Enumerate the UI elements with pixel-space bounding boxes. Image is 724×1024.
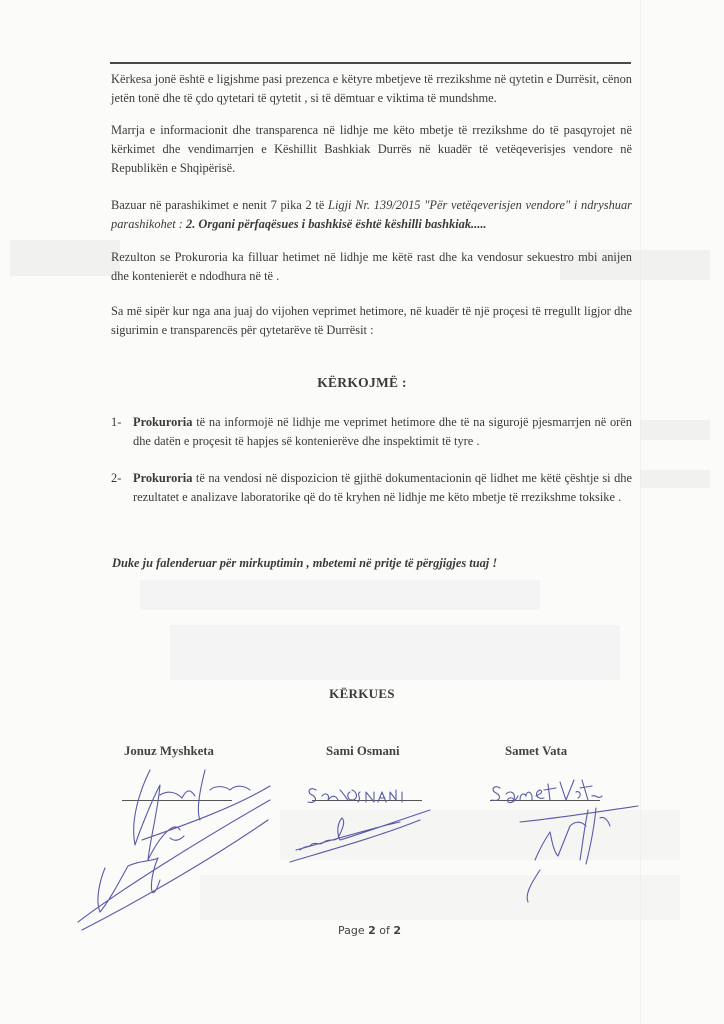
paragraph-prosecution-text: Rezulton se Prokuroria ka filluar hetimet në lidhje me këtë rast dhe ka vendosur sekuestro mbi anijen dhe kontenierët e ndodhura në të . <box>111 250 632 283</box>
paragraph-transparency-text: Marrja e informacionit dhe transparenca në lidhje me këto mbetje të rrezikshme do të pasqyrojet në kërkimet dhe vendimarrjen e Këshillit Bashkiak Durrës në kuadër të vetëqeverisjes vendore në Republikën e Shqipërisë. <box>111 123 632 175</box>
signature-line-3 <box>490 800 600 801</box>
paragraph-legitimacy <box>111 70 632 108</box>
request-item-2 <box>111 469 632 507</box>
signatories-heading: KËRKUES <box>329 686 395 701</box>
bleed-through-block <box>10 240 120 276</box>
requests-heading: KËRKOJMË : <box>317 375 407 390</box>
request-subject: Prokuroria <box>133 471 193 485</box>
bleed-through-block <box>170 625 620 680</box>
request-text: të na vendosi në dispozicion të gjithë dokumentacionin që lidhet me këtë çështje si dhe rezultatet e analizave laboratorike që do të kryhen në lidhje me këto mbetje të rrezikshme toksike . <box>133 471 632 504</box>
signer-name-2: Sami Osmani <box>326 744 400 758</box>
legal-basis-prefix: Bazuar në parashikimet e nenit 7 pika 2 të <box>111 198 329 212</box>
paragraph-prosecution <box>111 248 632 286</box>
paragraph-request-intro-text: Sa më sipër kur nga ana juaj do vijohen veprimet hetimore, në kuadër të një proçesi të rregullt ligjor dhe sigurimin e transparencës për qytetarëve të Durrësit : <box>111 304 632 337</box>
bleed-through-rule <box>640 0 641 1024</box>
footer-of-word: of <box>375 924 394 937</box>
footer-total-pages: 2 <box>393 924 402 937</box>
request-number: 2- <box>111 471 122 485</box>
paragraph-legitimacy-text: Kërkesa jonë është e ligjshme pasi prezenca e këtyre mbetjeve të rrezikshme në qytetin e Durrësit, cënon jetën tonë dhe të çdo qytetari të qytetit , si të dëmtuar e viktima të mundshme. <box>111 72 632 105</box>
header-rule <box>110 62 631 64</box>
bleed-through-block <box>140 580 540 610</box>
signer-name-1: Jonuz Myshketa <box>124 744 214 758</box>
footer-current-page: 2 <box>368 924 376 937</box>
bleed-through-block <box>640 470 710 488</box>
paragraph-transparency <box>111 121 632 178</box>
law-article-quote: 2. Organi përfaqësues i bashkisë është këshilli bashkiak..... <box>186 217 487 231</box>
signature-line-1 <box>122 800 232 801</box>
bleed-through-block <box>280 810 680 860</box>
request-item-1 <box>111 413 632 451</box>
paragraph-legal-basis <box>111 196 632 234</box>
closing-remark: Duke ju falenderuar për mirkuptimin , mbetemi në pritje të përgjigjes tuaj ! <box>112 556 498 570</box>
paragraph-request-intro <box>111 302 632 340</box>
request-subject: Prokuroria <box>133 415 193 429</box>
footer-page-word: Page <box>338 924 369 937</box>
page-footer <box>338 924 401 937</box>
law-reference: Ligji Nr. 139/2015 "Për vetëqeverisjen vendore" i ndryshuar parashikohet : <box>111 198 632 231</box>
request-number: 1- <box>111 415 122 429</box>
request-text: të na informojë në lidhje me veprimet hetimore dhe të na sigurojë pjesmarrjen në orën dhe datën e proçesit të hapjes së kontenierëve dhe inspektimit të tyre . <box>133 415 632 448</box>
bleed-through-block <box>640 420 710 440</box>
bleed-through-block <box>200 875 680 920</box>
signer-name-3: Samet Vata <box>505 744 568 758</box>
signature-line-2 <box>312 800 422 801</box>
